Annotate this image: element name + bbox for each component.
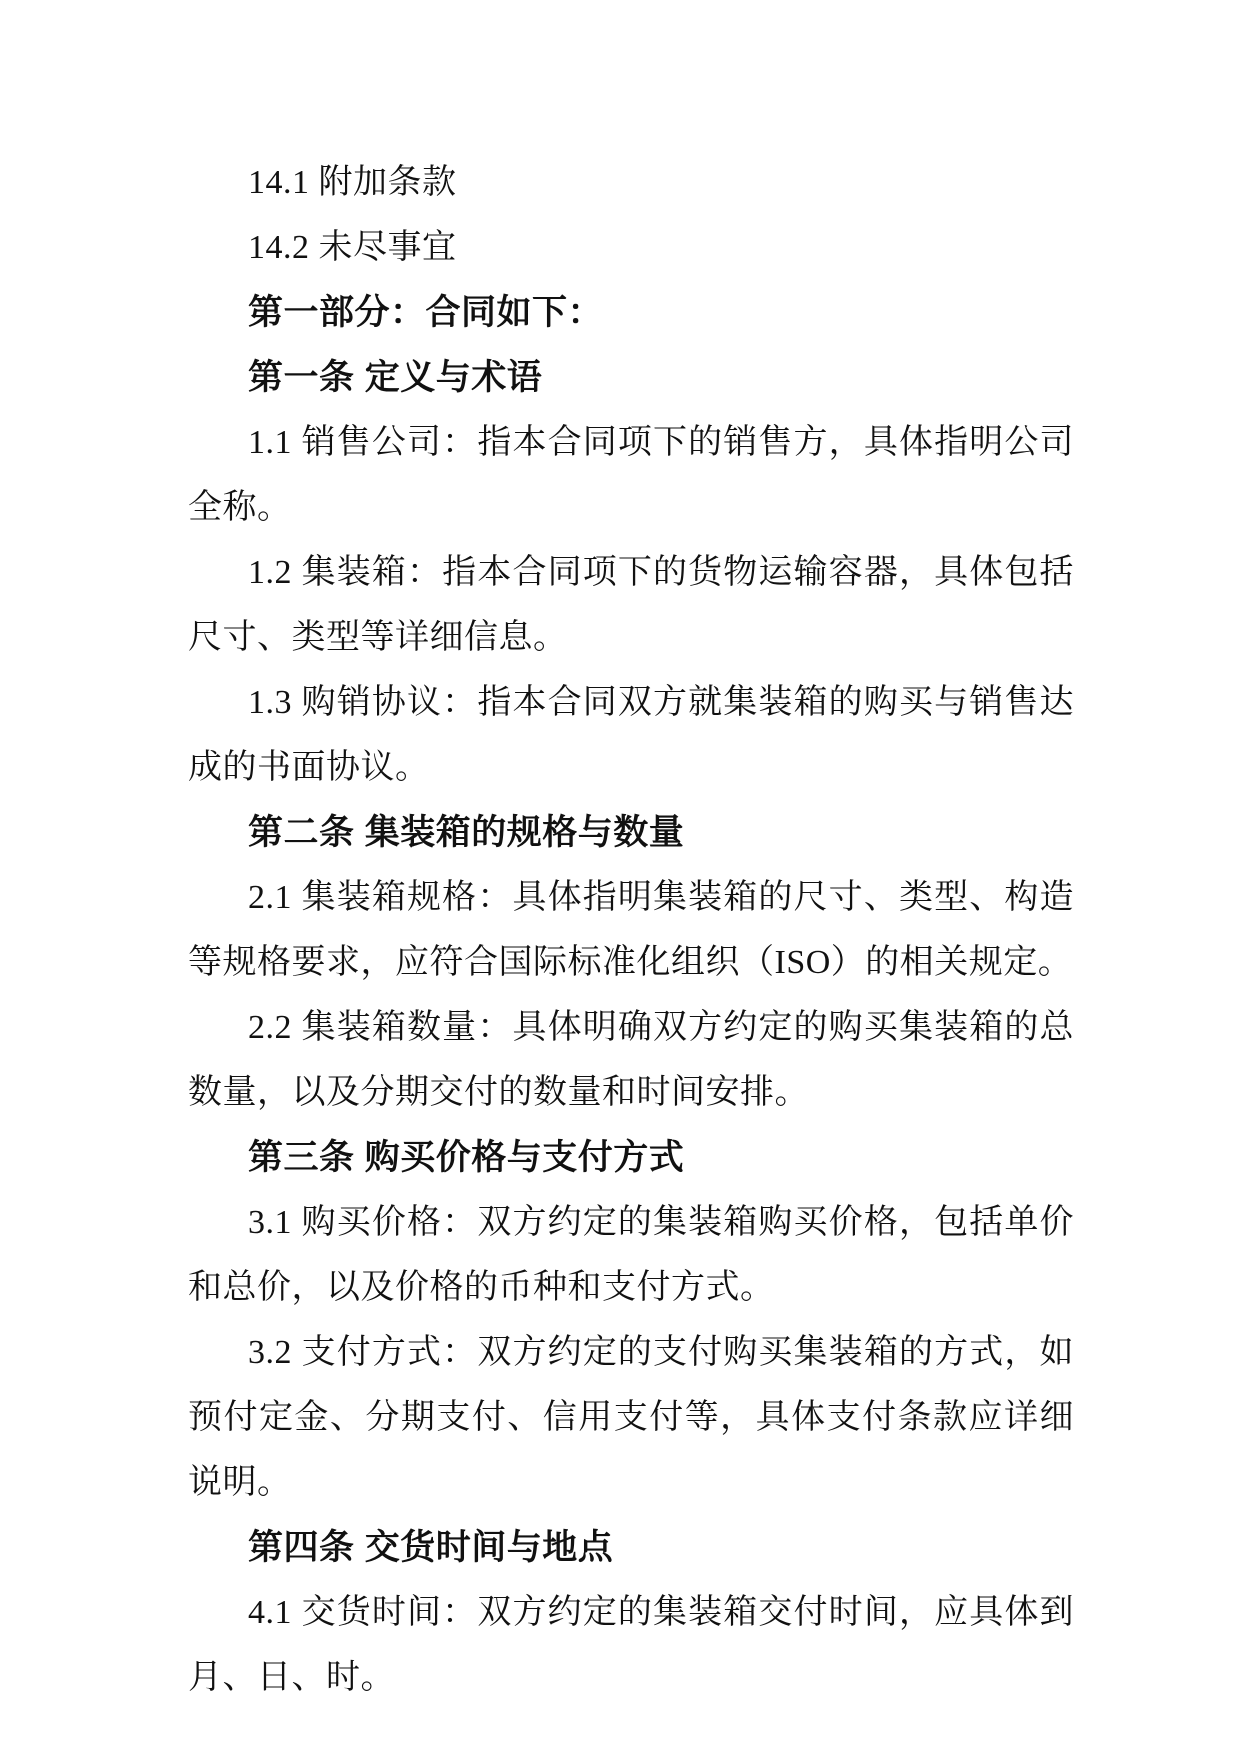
heading-article-3: 第三条 购买价格与支付方式 [248, 1138, 685, 1177]
clause-3-2: 3.2 支付方式：双方约定的支付购买集装箱的方式，如预付定金、分期支付、信用支付等，具体支付条款应详细说明。 [188, 1334, 1074, 1501]
clause-3-1: 3.1 购买价格：双方约定的集装箱购买价格，包括单价和总价，以及价格的币种和支付方式。 [188, 1204, 1074, 1306]
heading-part-one: 第一部分：合同如下： [248, 293, 604, 332]
heading-article-4: 第四条 交货时间与地点 [248, 1528, 614, 1567]
clause-2-1: 2.1 集装箱规格：具体指明集装箱的尺寸、类型、构造等规格要求，应符合国际标准化组织（ISO）的相关规定。 [188, 879, 1074, 981]
heading-article-1: 第一条 定义与术语 [248, 358, 543, 397]
clause-4-1: 4.1 交货时间：双方约定的集装箱交付时间，应具体到月、日、时。 [188, 1594, 1074, 1696]
clause-2-2: 2.2 集装箱数量：具体明确双方约定的购买集装箱的总数量，以及分期交付的数量和时间安排。 [188, 1009, 1074, 1111]
clause-14-2: 14.2 未尽事宜 [248, 229, 457, 266]
heading-article-2: 第二条 集装箱的规格与数量 [248, 813, 685, 852]
clause-1-1: 1.1 销售公司：指本合同项下的销售方，具体指明公司全称。 [188, 424, 1074, 526]
contract-text-block [188, 150, 1074, 1710]
clause-1-3: 1.3 购销协议：指本合同双方就集装箱的购买与销售达成的书面协议。 [188, 684, 1074, 786]
clause-1-2: 1.2 集装箱：指本合同项下的货物运输容器，具体包括尺寸、类型等详细信息。 [188, 554, 1074, 656]
clause-14-1: 14.1 附加条款 [248, 164, 457, 201]
